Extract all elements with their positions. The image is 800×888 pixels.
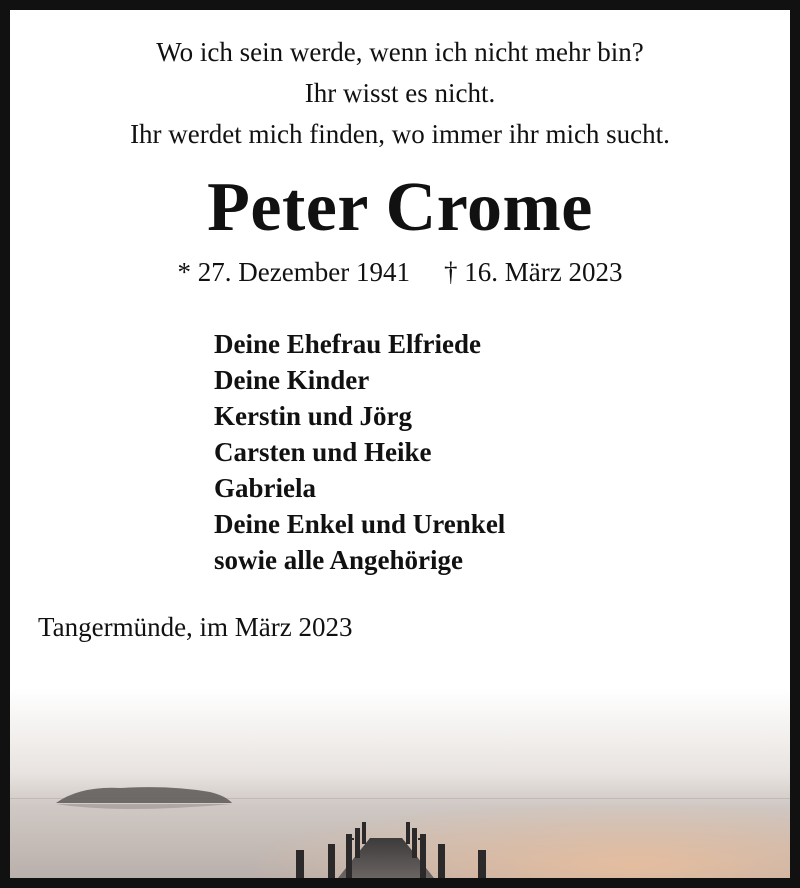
mourner-line: Carsten und Heike bbox=[214, 437, 432, 467]
poem-line: Ihr werdet mich finden, wo immer ihr mich sucht. bbox=[130, 119, 670, 149]
mourners-list bbox=[214, 326, 505, 578]
birth-date: * 27. Dezember 1941 bbox=[177, 257, 410, 287]
mourner-line: Deine Ehefrau Elfriede bbox=[214, 329, 481, 359]
place-and-date: Tangermünde, im März 2023 bbox=[38, 612, 353, 642]
poem bbox=[10, 32, 790, 155]
lake-jetty-image bbox=[10, 688, 790, 878]
lake-jetty-illustration bbox=[10, 688, 790, 878]
death-date: † 16. März 2023 bbox=[443, 257, 623, 287]
life-dates bbox=[10, 254, 790, 290]
poem-line: Ihr wisst es nicht. bbox=[304, 78, 496, 108]
mourner-line: sowie alle Angehörige bbox=[214, 545, 463, 575]
poem-line: Wo ich sein werde, wenn ich nicht mehr bin? bbox=[156, 37, 644, 67]
mourner-line: Deine Enkel und Urenkel bbox=[214, 509, 506, 539]
mourner-line: Gabriela bbox=[214, 473, 316, 503]
mourner-line: Kerstin und Jörg bbox=[214, 401, 413, 431]
mourner-line: Deine Kinder bbox=[214, 365, 370, 395]
deceased-name: Peter Crome bbox=[207, 169, 593, 246]
